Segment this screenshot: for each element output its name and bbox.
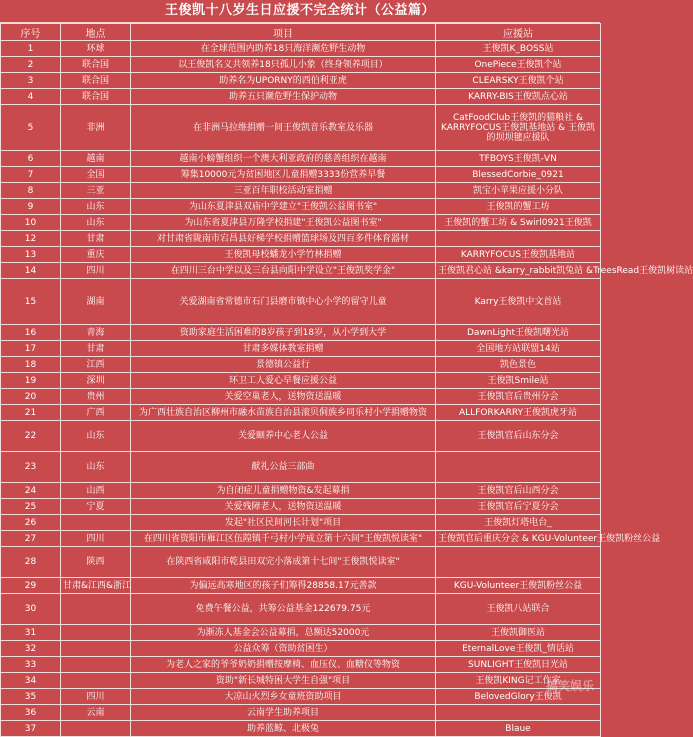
cell-place: 宁夏	[61, 499, 131, 515]
cell-item: 对甘肃省陇南市宕昌县好梯学校捐赠篮球场及四百多件体育器材	[131, 231, 436, 247]
page-title: 王俊凯十八岁生日应援不完全统计（公益篇）	[0, 0, 600, 23]
cell-site: BelovedGlory王俊凯	[436, 689, 601, 705]
cell-no: 29	[1, 578, 61, 594]
cell-site: KARRYFOCUS王俊凯基地站	[436, 247, 601, 263]
cell-place: 甘肃	[61, 341, 131, 357]
cell-no: 21	[1, 405, 61, 421]
cell-no: 14	[1, 263, 61, 279]
table-row	[1, 483, 601, 499]
cell-place	[61, 721, 131, 737]
cell-site: 王俊凯官后贵州分会	[436, 389, 601, 405]
cell-place: 三亚	[61, 183, 131, 199]
cell-item: 越南小螃蟹组织一个澳大利亚政府的慈善组织在越南	[131, 151, 436, 167]
table-row	[1, 151, 601, 167]
table-row	[1, 167, 601, 183]
table-body	[1, 41, 693, 737]
cell-site	[436, 547, 601, 578]
table-row	[1, 531, 601, 547]
table-row	[1, 247, 601, 263]
cell-no: 31	[1, 625, 61, 641]
cell-site: 王俊凯官后重庆分会 & KGU-Volunteer王俊凯粉丝公益	[436, 531, 601, 547]
cell-no: 36	[1, 705, 61, 721]
cell-no: 17	[1, 341, 61, 357]
table-header-row	[1, 24, 601, 41]
cell-place: 陕西	[61, 547, 131, 578]
cell-item: 筹集10000元为贫困地区儿童捐赠3333份营养早餐	[131, 167, 436, 183]
cell-place	[61, 657, 131, 673]
table-row	[1, 641, 601, 657]
table-row	[1, 705, 601, 721]
cell-place: 重庆	[61, 247, 131, 263]
cell-item: 为偏远高寒地区的孩子们筹得28858.17元善款	[131, 578, 436, 594]
cell-no: 10	[1, 215, 61, 231]
cell-no: 4	[1, 89, 61, 105]
cell-no: 3	[1, 73, 61, 89]
cell-item: 为渐冻人基金会公益募捐，总额达52000元	[131, 625, 436, 641]
cell-no: 34	[1, 673, 61, 689]
cell-item: 三亚百年职校活动室捐赠	[131, 183, 436, 199]
watermark: 搞笑娱乐	[545, 679, 594, 693]
table-row	[1, 89, 601, 105]
cell-item: 在全球范围内助养18只海洋濒危野生动物	[131, 41, 436, 57]
cell-no: 28	[1, 547, 61, 578]
table-row	[1, 673, 601, 689]
table-row	[1, 594, 601, 625]
cell-no: 6	[1, 151, 61, 167]
cell-no: 30	[1, 594, 61, 625]
header-place: 地点	[61, 24, 131, 41]
cell-item: 为老人之家的爷爷奶奶捐赠按摩椅、血压仪、血糖仪等物资	[131, 657, 436, 673]
cell-place: 环球	[61, 41, 131, 57]
cell-item: 公益众筹（资助贫困生）	[131, 641, 436, 657]
cell-item: 环卫工人爱心早餐应援公益	[131, 373, 436, 389]
cell-place: 山东	[61, 199, 131, 215]
cell-place: 深圳	[61, 373, 131, 389]
cell-no: 32	[1, 641, 61, 657]
cell-site: EternalLove王俊凯_情话站	[436, 641, 601, 657]
cell-site: 王俊凯官后山东分会	[436, 421, 601, 452]
table-row	[1, 499, 601, 515]
cell-no: 27	[1, 531, 61, 547]
cell-place: 非洲	[61, 105, 131, 151]
table-row	[1, 657, 601, 673]
cell-site: DawnLight王俊凯曙光站	[436, 325, 601, 341]
table-row	[1, 41, 601, 57]
cell-item: 助养蓝鲸、北极兔	[131, 721, 436, 737]
cell-item: 甘肃多媒体教室捐赠	[131, 341, 436, 357]
cell-place	[61, 594, 131, 625]
cell-place: 越南	[61, 151, 131, 167]
cell-item: 关爱颐养中心老人公益	[131, 421, 436, 452]
table-row	[1, 215, 601, 231]
cell-item: 助养名为UPORNY的西伯利亚虎	[131, 73, 436, 89]
cell-no: 1	[1, 41, 61, 57]
cell-site: 凯宝小苹果应援小分队	[436, 183, 601, 199]
table-row	[1, 341, 601, 357]
cell-site: CatFoodClub王俊凯的猫粮社 & KARRYFOCUS王俊凯基地站 & 王俊凯的坝坝毽应援队	[436, 105, 601, 151]
table-row	[1, 389, 601, 405]
cell-site: 王俊凯官后山西分会	[436, 483, 601, 499]
cell-item: 为山东省夏津县万隆学校捐建"王俊凯公益图书室"	[131, 215, 436, 231]
cell-item: 在四川省资阳市雁江区伍隍镇千弓村小学成立第十六间"王俊凯悦读室"	[131, 531, 436, 547]
table-row	[1, 721, 601, 737]
cell-place: 四川	[61, 531, 131, 547]
table-row	[1, 515, 601, 531]
cell-no: 19	[1, 373, 61, 389]
cell-item: 为山东夏津县双庙中学建立"王俊凯公益图书室"	[131, 199, 436, 215]
header-item: 项目	[131, 24, 436, 41]
cell-place: 全国	[61, 167, 131, 183]
cell-site: 王俊凯KING记工作室	[436, 673, 601, 689]
table-row	[1, 57, 601, 73]
table-row	[1, 263, 601, 279]
cell-place: 山东	[61, 452, 131, 483]
cell-place: 甘肃&江西&浙江	[61, 578, 131, 594]
table-row	[1, 405, 601, 421]
table-row	[1, 373, 601, 389]
cell-place: 贵州	[61, 389, 131, 405]
cell-place: 山东	[61, 215, 131, 231]
cell-site: 全国地方站联盟14站	[436, 341, 601, 357]
cell-item: 为自闭症儿童捐赠物资&发起募捐	[131, 483, 436, 499]
cell-site: Blaue	[436, 721, 601, 737]
cell-no: 37	[1, 721, 61, 737]
cell-no: 20	[1, 389, 61, 405]
cell-site: 王俊凯的蟹工坊	[436, 199, 601, 215]
cell-no: 5	[1, 105, 61, 151]
cell-no: 18	[1, 357, 61, 373]
cell-place: 联合国	[61, 57, 131, 73]
table-row	[1, 231, 601, 247]
cell-site: 凯色景色	[436, 357, 601, 373]
cell-site: 王俊凯八站联合	[436, 594, 601, 625]
cell-item: 在四川三台中学以及三台县向阳中学设立"王俊凯奖学金"	[131, 263, 436, 279]
cell-place: 联合国	[61, 73, 131, 89]
cell-site: SUNLIGHT王俊凯日光站	[436, 657, 601, 673]
cell-no: 12	[1, 231, 61, 247]
table-row	[1, 357, 601, 373]
table-row	[1, 547, 601, 578]
cell-place: 广西	[61, 405, 131, 421]
cell-no: 13	[1, 247, 61, 263]
table-row	[1, 183, 601, 199]
cell-item: 资助家庭生活困难的8岁孩子到18岁，从小学到大学	[131, 325, 436, 341]
cell-no: 25	[1, 499, 61, 515]
charity-table	[0, 23, 693, 737]
cell-site	[436, 452, 601, 483]
cell-place: 四川	[61, 263, 131, 279]
table-row	[1, 105, 601, 151]
cell-item: 关爱残障老人，送物资送温暖	[131, 499, 436, 515]
cell-place: 云南	[61, 705, 131, 721]
cell-no: 35	[1, 689, 61, 705]
table-row	[1, 199, 601, 215]
table-row	[1, 578, 601, 594]
cell-no: 33	[1, 657, 61, 673]
cell-no: 7	[1, 167, 61, 183]
cell-site: CLEARSKY王俊凯个站	[436, 73, 601, 89]
table-row	[1, 689, 601, 705]
header-no: 序号	[1, 24, 61, 41]
cell-place	[61, 625, 131, 641]
cell-no: 24	[1, 483, 61, 499]
cell-item: 关爱空巢老人，送物资送温暖	[131, 389, 436, 405]
cell-item: 在陕西省咸阳市乾县田双完小落成第十七间"王俊凯悦读室"	[131, 547, 436, 578]
cell-place: 湖南	[61, 279, 131, 325]
cell-site: Karry王俊凯中文首站	[436, 279, 601, 325]
cell-item: 献礼公益三部曲	[131, 452, 436, 483]
cell-no: 8	[1, 183, 61, 199]
cell-site: 王俊凯官后宁夏分会	[436, 499, 601, 515]
table-row	[1, 452, 601, 483]
cell-place: 江西	[61, 357, 131, 373]
cell-site: 王俊凯君心站 &karry_rabbit凯兔站 &TreesRead王俊凯树读站	[436, 263, 601, 279]
cell-no: 26	[1, 515, 61, 531]
cell-site: BlessedCorbie_0921	[436, 167, 601, 183]
cell-site: ALLFORKARRY王俊凯虎牙站	[436, 405, 601, 421]
cell-site: OnePiece王俊凯个站	[436, 57, 601, 73]
cell-item: 以王俊凯名义共领养18只孤儿小象（终身领养项目）	[131, 57, 436, 73]
table-row	[1, 73, 601, 89]
cell-site: KGU-Volunteer王俊凯粉丝公益	[436, 578, 601, 594]
cell-place	[61, 673, 131, 689]
cell-no: 9	[1, 199, 61, 215]
cell-item: 为广西壮族自治区柳州市融水苗族自治县滚贝侗族乡同乐村小学捐赠物资	[131, 405, 436, 421]
cell-place: 联合国	[61, 89, 131, 105]
cell-place: 山西	[61, 483, 131, 499]
cell-item: 景德镇公益行	[131, 357, 436, 373]
cell-place	[61, 641, 131, 657]
cell-item: 资助"新长城特困大学生自强"项目	[131, 673, 436, 689]
cell-item: 助养五只濒危野生保护动物	[131, 89, 436, 105]
cell-no: 2	[1, 57, 61, 73]
cell-no: 15	[1, 279, 61, 325]
cell-item: 关爱湖南省常德市石门县磨市镇中心小学的留守儿童	[131, 279, 436, 325]
table-row	[1, 279, 601, 325]
cell-site: 王俊凯K_BOSS站	[436, 41, 601, 57]
cell-item: 免费午餐公益，共筹公益基金122679.75元	[131, 594, 436, 625]
table-row	[1, 421, 601, 452]
header-site: 应援站	[436, 24, 601, 41]
table-row	[1, 325, 601, 341]
cell-site: 王俊凯Smile站	[436, 373, 601, 389]
cell-place: 四川	[61, 689, 131, 705]
cell-item: 在非洲马拉维捐赠一间王俊凯音乐教室及乐器	[131, 105, 436, 151]
table-row	[1, 625, 601, 641]
cell-place: 山东	[61, 421, 131, 452]
cell-site: 王俊凯的蟹工坊 & Swirl0921王俊凯	[436, 215, 601, 231]
cell-site	[436, 705, 601, 721]
cell-site: 王俊凯御医站	[436, 625, 601, 641]
cell-no: 22	[1, 421, 61, 452]
cell-place: 甘肃	[61, 231, 131, 247]
cell-item: 大凉山火烈乡女童班资助项目	[131, 689, 436, 705]
cell-no: 23	[1, 452, 61, 483]
cell-site: 王俊凯灯塔电台_	[436, 515, 601, 531]
cell-site	[436, 231, 601, 247]
cell-no: 16	[1, 325, 61, 341]
cell-item: 云南学生助养项目	[131, 705, 436, 721]
cell-site: KARRY-BIS王俊凯点心站	[436, 89, 601, 105]
cell-site: TFBOYS王俊凯-VN	[436, 151, 601, 167]
cell-item: 发起"社区民间河长计划"项目	[131, 515, 436, 531]
cell-place	[61, 515, 131, 531]
cell-item: 王俊凯母校蟠龙小学竹林捐赠	[131, 247, 436, 263]
cell-place: 青海	[61, 325, 131, 341]
